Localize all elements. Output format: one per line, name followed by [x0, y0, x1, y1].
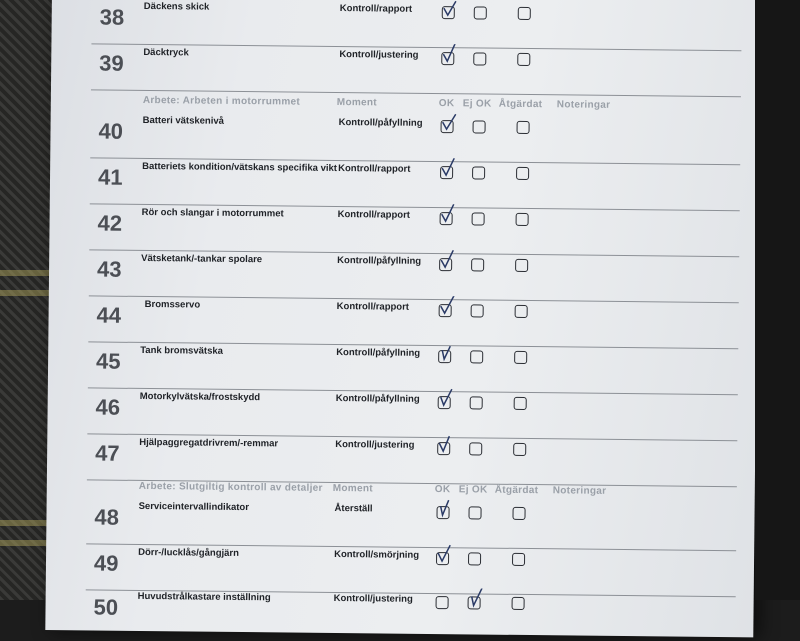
atgardat-checkbox[interactable] [516, 167, 529, 180]
checkmark-icon [436, 342, 458, 364]
row-description: Batteriets kondition/vätskans specifika vikt [142, 160, 338, 174]
section-title: Arbete: Arbeten i motorrummet [142, 94, 301, 108]
row-description: Tank bromsvätska [140, 344, 224, 357]
atgardat-checkbox[interactable] [514, 397, 527, 410]
checklist-row [51, 44, 759, 97]
row-description: Serviceintervallindikator [138, 500, 250, 514]
row-description: Dörr-/lucklås/gångjärn [138, 546, 240, 559]
atgardat-checkbox[interactable] [512, 597, 525, 610]
ok-checkbox[interactable] [436, 596, 449, 609]
noteringar-column-header: Noteringar [556, 99, 611, 111]
atgardat-checkbox[interactable] [517, 121, 530, 134]
checkmark-icon [435, 434, 457, 456]
atgardat-checkbox[interactable] [515, 305, 528, 318]
checkmark-icon [439, 44, 461, 66]
row-description: Däcktryck [143, 46, 189, 59]
row-description: Motorkylvätska/frostskydd [139, 390, 261, 404]
ej-ok-checkbox[interactable] [468, 506, 481, 519]
row-number: 44 [96, 302, 122, 328]
ok-column-header: OK [434, 484, 451, 496]
atgardat-checkbox[interactable] [517, 53, 530, 66]
row-number: 48 [94, 504, 120, 530]
row-description: Bromsservo [144, 298, 201, 311]
row-moment: Kontroll/smörjning [334, 548, 420, 561]
ej-ok-checkbox[interactable] [473, 120, 486, 133]
atgardat-checkbox[interactable] [512, 507, 525, 520]
row-number: 41 [97, 164, 123, 190]
ej-ok-checkbox[interactable] [474, 6, 487, 19]
row-description: Däckens skick [143, 0, 210, 13]
ej-ok-checkbox[interactable] [471, 304, 484, 317]
checkmark-icon [439, 112, 461, 134]
checklist-paper [45, 0, 760, 637]
row-moment: Kontroll/rapport [339, 3, 413, 15]
row-description: Hjälpaggregatdrivrem/-remmar [139, 436, 279, 450]
checklist-row [49, 250, 757, 303]
checklist-row [48, 296, 756, 349]
ej-ok-column-header: Ej OK [458, 484, 488, 496]
ej-ok-column-header: Ej OK [462, 98, 492, 110]
checklist-row [47, 434, 755, 487]
row-moment: Kontroll/påfyllning [335, 392, 420, 405]
row-moment: Kontroll/påfyllning [337, 255, 422, 267]
row-number: 50 [93, 594, 119, 620]
atgardat-column-header: Åtgärdat [498, 98, 543, 111]
row-description: Batteri vätskenivå [142, 114, 225, 127]
checkmark-icon [437, 296, 459, 318]
checkmark-icon [440, 0, 462, 20]
row-moment: Kontroll/rapport [336, 300, 410, 313]
checklist-row [51, 0, 759, 51]
ej-ok-checkbox[interactable] [468, 552, 481, 565]
row-number: 43 [96, 256, 122, 282]
checkmark-icon [438, 204, 460, 226]
checklist-row [50, 158, 758, 211]
row-moment: Kontroll/påfyllning [338, 117, 423, 129]
ej-ok-checkbox[interactable] [469, 442, 482, 455]
checkmark-icon [434, 544, 456, 566]
ej-ok-checkbox[interactable] [472, 166, 485, 179]
checklist-row [49, 204, 757, 257]
atgardat-checkbox[interactable] [512, 553, 525, 566]
row-number: 40 [98, 118, 124, 144]
row-moment: Kontroll/rapport [337, 209, 411, 221]
ok-column-header: OK [438, 98, 455, 110]
checklist-row [45, 588, 753, 641]
atgardat-checkbox[interactable] [518, 7, 531, 20]
atgardat-checkbox[interactable] [516, 213, 529, 226]
row-number: 46 [95, 394, 121, 420]
atgardat-checkbox[interactable] [514, 351, 527, 364]
checkmark-icon [436, 388, 458, 410]
checklist-row [46, 498, 754, 551]
atgardat-column-header: Åtgärdat [494, 484, 539, 497]
background-shadow [755, 0, 800, 600]
row-description: Vätsketank/-tankar spolare [141, 252, 263, 266]
ej-ok-checkbox[interactable] [471, 258, 484, 271]
checkmark-icon [434, 498, 456, 520]
ej-ok-checkbox[interactable] [470, 350, 483, 363]
row-moment: Kontroll/rapport [338, 163, 411, 175]
row-moment: Kontroll/påfyllning [336, 346, 421, 359]
atgardat-checkbox[interactable] [513, 443, 526, 456]
checkmark-icon [466, 588, 488, 610]
moment-column-header: Moment [336, 96, 378, 109]
checklist-row [47, 388, 755, 441]
row-number: 45 [95, 348, 121, 374]
ej-ok-checkbox[interactable] [470, 396, 483, 409]
checklist-row [48, 342, 756, 395]
row-number: 47 [95, 440, 120, 466]
section-title: Arbete: Slutgiltig kontroll av detaljer [138, 480, 323, 494]
row-description: Rör och slangar i motorrummet [141, 206, 284, 220]
row-moment: Kontroll/justering [333, 592, 413, 605]
row-description: Huvudstrålkastare inställning [137, 590, 271, 604]
row-number: 49 [93, 550, 119, 576]
checklist-row [50, 112, 758, 165]
ej-ok-checkbox[interactable] [472, 212, 485, 225]
row-moment: Kontroll/justering [339, 49, 419, 61]
ej-ok-checkbox[interactable] [473, 52, 486, 65]
checkmark-icon [437, 250, 459, 272]
row-number: 39 [99, 50, 124, 76]
row-moment: Kontroll/justering [335, 438, 415, 451]
noteringar-column-header: Noteringar [552, 485, 607, 497]
row-number: 38 [99, 4, 125, 30]
row-number: 42 [97, 210, 123, 236]
row-moment: Återställ [334, 502, 373, 515]
atgardat-checkbox[interactable] [515, 259, 528, 272]
moment-column-header: Moment [332, 482, 373, 495]
checkmark-icon [438, 158, 460, 180]
